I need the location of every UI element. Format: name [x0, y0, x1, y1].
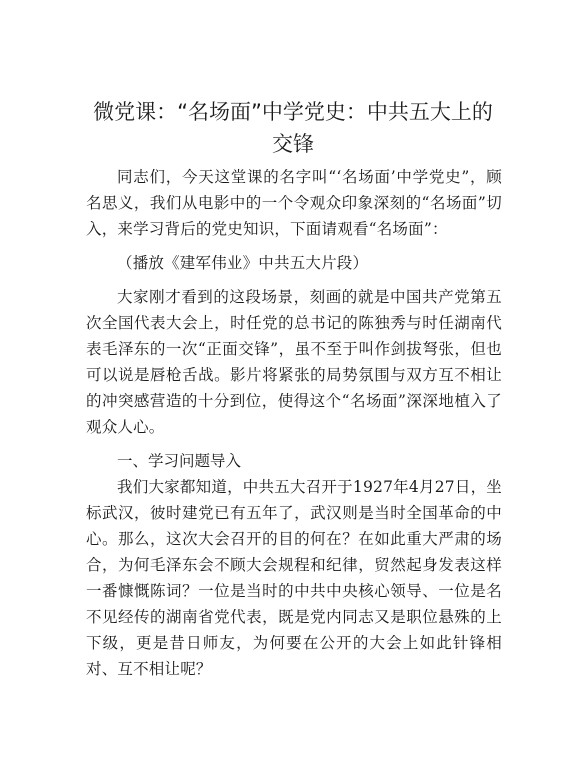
paragraph-questions: 我们大家都知道，中共五大召开于1927年4月27日，坐标武汉，彼时建党已有五年了，武汉则是当时全国革命的中心。那么，这次大会召开的目的何在？在如此重大严肃的场合，为何毛泽东会不顾大会规程和纪律，贸然起身发表这样一番慷慨陈词？一位是当时的中共中央核心领导、一位是名不见经传的湖南省党代表，既是党内同志又是职位悬殊的上下级，更是昔日师友，为何要在公开的大会上如此针锋相对、互不相让呢？	[86, 478, 502, 678]
document-body	[86, 164, 502, 682]
title-line-1: 微党课：“名场面”中学党史：中共五大上的	[93, 100, 493, 124]
section-heading: 一、学习问题导入	[117, 452, 242, 470]
paragraph-scene-description: 大家刚才看到的这段场景，刻画的就是中国共产党第五次全国代表大会上，时任党的总书记的陈独秀与时任湖南代表毛泽东的一次“正面交锋”，虽不至于叫作剑拔弩张，但也可以说是唇枪舌战。影片将紧张的局势氛围与双方互不相让的冲突感营造的十分到位，使得这个“名场面”深深地植入了观众人心。	[86, 288, 502, 436]
document-title	[80, 96, 506, 160]
title-line-2: 交锋	[272, 132, 314, 156]
paragraph-video-note: （播放《建军伟业》中共五大片段）	[117, 254, 369, 272]
paragraph-intro: 同志们，今天这堂课的名字叫“‘名场面’中学党史”，顾名思义，我们从电影中的一个令观众印象深刻的“名场面”切入，来学习背后的党史知识，下面请观看“名场面”：	[86, 168, 502, 238]
